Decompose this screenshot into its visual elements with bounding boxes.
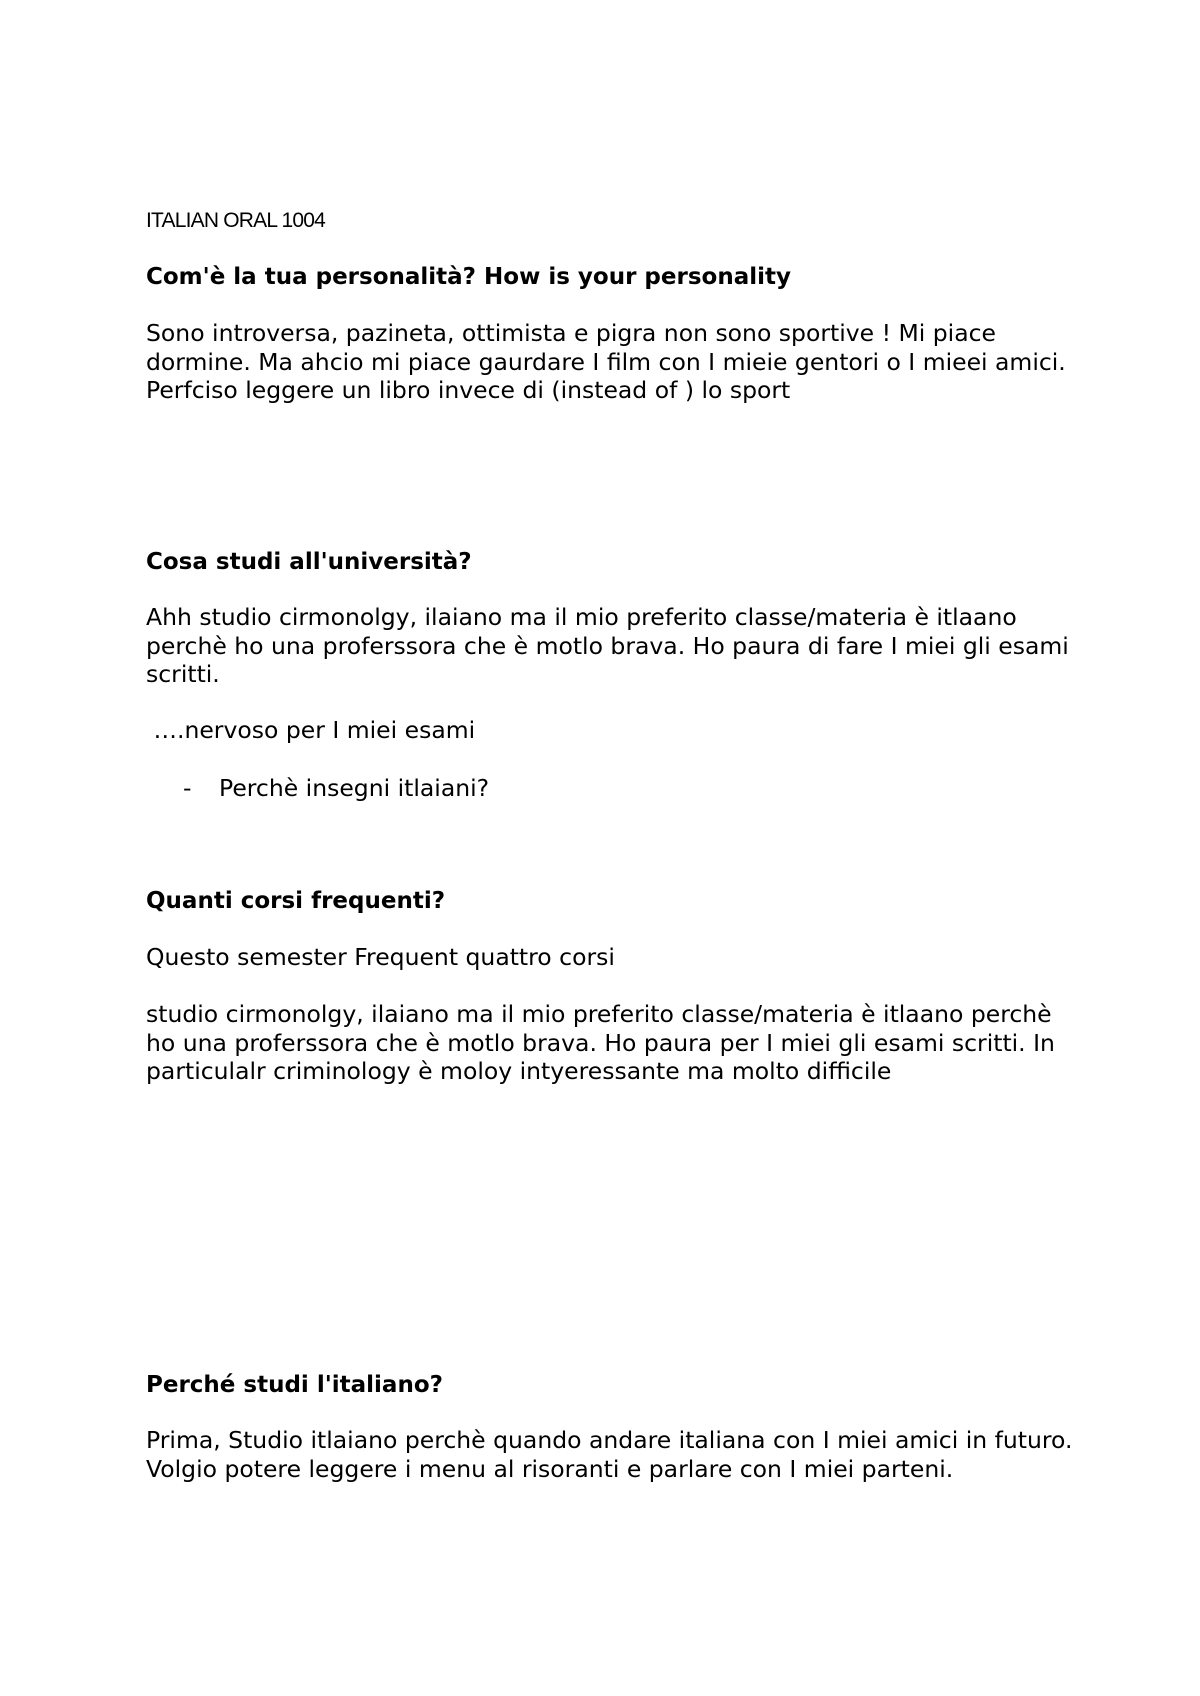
paragraph-nervous: ….nervoso per I miei esami (146, 716, 476, 744)
paragraph-why-italian: Prima, Studio itlaiano perchè quando andare italiana con I miei amici in futuro. Volgio potere leggere i menu al risoranti e parlare con I miei parteni. (146, 1426, 1073, 1483)
section-heading-courses: Quanti corsi frequenti? (146, 888, 446, 914)
section-heading-why-italian: Perché studi l'italiano? (146, 1372, 443, 1398)
list-bullet-marker: - (183, 774, 192, 802)
section-heading-personality: Com'è la tua personalità? How is your personality (146, 264, 791, 290)
paragraph-university: Ahh studio cirmonolgy, ilaiano ma il mio preferito classe/materia è itlaano perchè ho una proferssora che è motlo brava. Ho paura di fare I miei gli esami scritti. (146, 603, 1069, 688)
section-heading-university: Cosa studi all'università? (146, 549, 472, 575)
list-item: Perchè insegni itlaiani? (219, 774, 490, 802)
paragraph-personality: Sono introversa, pazineta, ottimista e pigra non sono sportive ! Mi piace dormine. Ma ahcio mi piace gaurdare I film con I mieie gentori o I mieei amici. Perfciso leggere un libro invece di (instead of ) lo sport (146, 319, 1066, 404)
paragraph-courses: studio cirmonolgy, ilaiano ma il mio preferito classe/materia è itlaano perchè ho una proferssora che è motlo brava. Ho paura per I miei gli esami scritti. In particulalr criminology è moloy intyeressante ma molto difficile (146, 1000, 1055, 1085)
document-title: ITALIAN ORAL 1004 (146, 209, 325, 232)
paragraph-semester: Questo semester Frequent quattro corsi (146, 943, 615, 971)
